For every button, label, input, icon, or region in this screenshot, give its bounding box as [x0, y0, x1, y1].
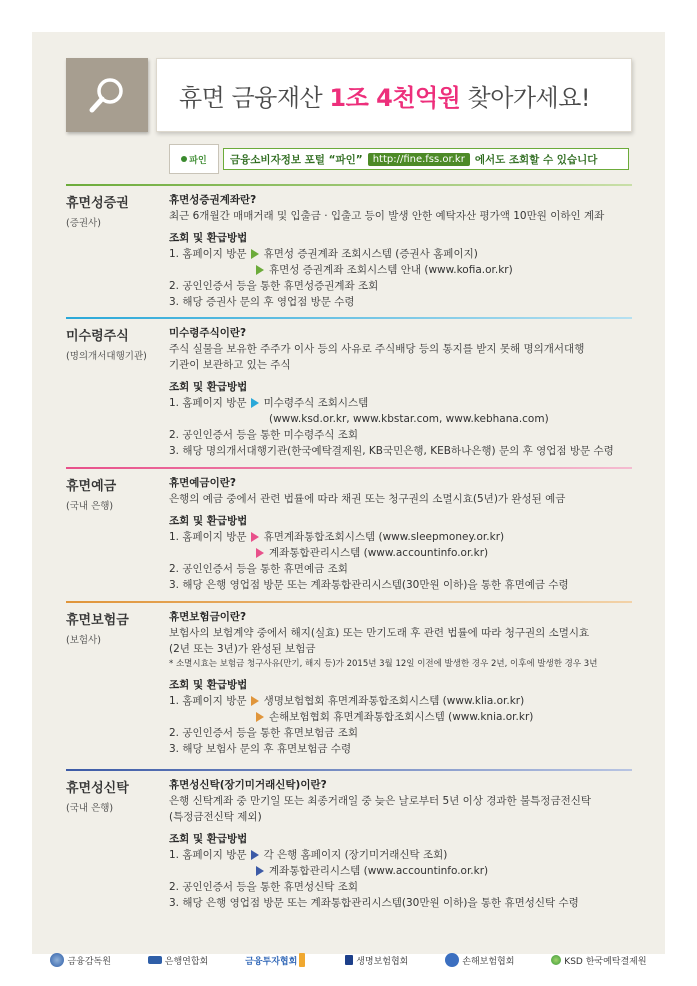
method-heading: 조회 및 환급방법	[169, 679, 248, 691]
method-step-1b: (www.ksd.or.kr, www.kbstar.com, www.kebhana.com)	[269, 413, 549, 425]
footer-logos	[32, 940, 665, 980]
section-question: 휴면예금이란?	[169, 477, 236, 489]
pine-lead: 금융소비자정보 포털 “파인”	[230, 153, 363, 166]
logo-ksd: KSD 한국예탁결제원	[551, 954, 646, 967]
method-step-1: 1. 홈페이지 방문 각 은행 홈페이지 (장기미거래신탁 조회)	[169, 849, 448, 861]
ksd-emblem-icon	[551, 955, 561, 965]
section-desc: 최근 6개월간 매매거래 및 입출금 · 입출고 등이 발생 안한 예탁자산 평가액 10만원 이하인 계좌	[169, 210, 605, 222]
method-step-3: 3. 해당 보험사 문의 후 휴면보험금 수령	[169, 743, 352, 755]
arrow-icon	[251, 850, 259, 860]
section-subtitle: (명의개서대행기관)	[66, 351, 147, 362]
klia-emblem-icon	[345, 955, 353, 965]
arrow-icon	[256, 866, 264, 876]
method-step-1: 1. 홈페이지 방문 휴면성 증권계좌 조회시스템 (증권사 홈페이지)	[169, 248, 478, 260]
magnifier-icon-box	[66, 58, 148, 132]
method-step-2: 2. 공인인증서 등을 통한 휴면성신탁 조회	[169, 881, 358, 893]
page-title	[156, 58, 632, 132]
method-step-1b: 계좌통합관리시스템 (www.accountinfo.or.kr)	[169, 545, 632, 561]
section-title: 미수령주식	[66, 329, 129, 344]
section-title: 휴면보험금	[66, 613, 129, 628]
method-step-3: 3. 해당 증권사 문의 후 영업점 방문 수령	[169, 296, 355, 308]
arrow-icon	[251, 532, 259, 542]
section-question: 휴면성신탁(장기미거래신탁)이란?	[169, 779, 327, 791]
title-highlight: 1조 4천억원	[329, 83, 461, 112]
method-step-2: 2. 공인인증서 등을 통한 휴면예금 조회	[169, 563, 348, 575]
method-heading: 조회 및 환급방법	[169, 381, 248, 393]
section-desc: 은행의 예금 중에서 관련 법률에 따라 채권 또는 청구권의 소멸시효(5년)가 완성된 예금	[169, 493, 566, 505]
logo-knia: 손해보험협회	[445, 953, 514, 967]
section-divider	[66, 184, 632, 186]
method-step-3: 3. 해당 은행 영업점 방문 또는 계좌통합관리시스템(30만원 이하)을 통한 휴면예금 수령	[169, 579, 569, 591]
poster	[32, 32, 665, 954]
arrow-icon	[251, 249, 259, 259]
section-question: 휴면성증권계좌란?	[169, 194, 257, 206]
logo-fss: 금융감독원	[50, 953, 110, 967]
section-subtitle: (보험사)	[66, 635, 101, 646]
section-question: 휴면보험금이란?	[169, 611, 247, 623]
section-desc: 보험사의 보험계약 중에서 해지(실효) 또는 만기도래 후 관련 법률에 따라 청구권의 소멸시효	[169, 627, 590, 639]
arrow-icon	[251, 398, 259, 408]
logo-kfb: 은행연합회	[148, 954, 208, 967]
method-step-1: 1. 홈페이지 방문 미수령주식 조회시스템	[169, 397, 369, 409]
section-title: 휴면성신탁	[66, 781, 129, 796]
section-desc: 주식 실물을 보유한 주주가 이사 등의 사유로 주식배당 등의 통지를 받지 못해 명의개서대행	[169, 343, 585, 355]
method-step-3: 3. 해당 은행 영업점 방문 또는 계좌통합관리시스템(30만원 이하)을 통한 휴면성신탁 수령	[169, 897, 579, 909]
method-heading: 조회 및 환급방법	[169, 232, 248, 244]
logo-kofia: 금융투자협회	[245, 953, 308, 967]
section-desc: (2년 또는 3년)가 완성된 보험금	[169, 643, 316, 655]
arrow-icon	[256, 712, 264, 722]
section-divider	[66, 769, 632, 771]
kofia-emblem-icon	[299, 953, 305, 967]
method-step-2: 2. 공인인증서 등을 통한 휴면성증권계좌 조회	[169, 280, 379, 292]
pine-tail: 에서도 조회할 수 있습니다	[474, 153, 598, 166]
section-subtitle: (증권사)	[66, 218, 101, 229]
section-desc: 은행 신탁계좌 중 만기일 또는 최종거래일 중 늦은 날로부터 5년 이상 경과한 불특정금전신탁	[169, 795, 592, 807]
method-step-2: 2. 공인인증서 등을 통한 미수령주식 조회	[169, 429, 358, 441]
method-heading: 조회 및 환급방법	[169, 833, 248, 845]
section-note: * 소멸시효는 보험금 청구사유(만기, 해지 등)가 2015년 3월 12일 이전에 발생한 경우 2년, 이후에 발생한 경우 3년	[169, 659, 598, 669]
pine-url-link[interactable]: http://fine.fss.or.kr	[368, 153, 470, 166]
method-step-1: 1. 홈페이지 방문 생명보험협회 휴면계좌통합조회시스템 (www.klia.or.kr)	[169, 695, 525, 707]
pine-banner	[169, 144, 629, 174]
pine-dot-icon	[181, 156, 187, 162]
arrow-icon	[256, 548, 264, 558]
section-desc: 기관이 보관하고 있는 주식	[169, 359, 291, 371]
section-desc: (특정금전신탁 제외)	[169, 811, 262, 823]
pine-logo: 파인	[169, 144, 219, 174]
section-question: 미수령주식이란?	[169, 327, 247, 339]
header	[66, 58, 632, 132]
method-step-3: 3. 해당 명의개서대행기관(한국예탁결제원, KB국민은행, KEB하나은행) 문의 후 영업점 방문 수령	[169, 445, 614, 457]
section-divider	[66, 601, 632, 603]
method-step-1b: 손해보험협회 휴면계좌통합조회시스템 (www.knia.or.kr)	[169, 709, 632, 725]
kfb-emblem-icon	[148, 956, 162, 964]
arrow-icon	[256, 265, 264, 275]
arrow-icon	[251, 696, 259, 706]
section-subtitle: (국내 은행)	[66, 803, 114, 814]
pine-bar	[223, 148, 629, 170]
method-step-2: 2. 공인인증서 등을 통한 휴면보험금 조회	[169, 727, 358, 739]
search-icon	[85, 73, 129, 117]
section-title: 휴면예금	[66, 479, 117, 494]
method-heading: 조회 및 환급방법	[169, 515, 248, 527]
section-subtitle: (국내 은행)	[66, 501, 114, 512]
fss-emblem-icon	[50, 953, 64, 967]
section-title: 휴면성증권	[66, 196, 129, 211]
section-divider	[66, 317, 632, 319]
method-step-1b: 계좌통합관리시스템 (www.accountinfo.or.kr)	[169, 863, 632, 879]
logo-klia: 생명보험협회	[345, 954, 408, 967]
knia-emblem-icon	[445, 953, 459, 967]
method-step-1: 1. 홈페이지 방문 휴면계좌통합조회시스템 (www.sleepmoney.or.kr)	[169, 531, 505, 543]
method-step-1b: 휴면성 증권계좌 조회시스템 안내 (www.kofia.or.kr)	[169, 262, 632, 278]
section-divider	[66, 467, 632, 469]
title-pre: 휴면 금융재산	[179, 83, 330, 112]
title-post: 찾아가세요!	[460, 83, 591, 112]
